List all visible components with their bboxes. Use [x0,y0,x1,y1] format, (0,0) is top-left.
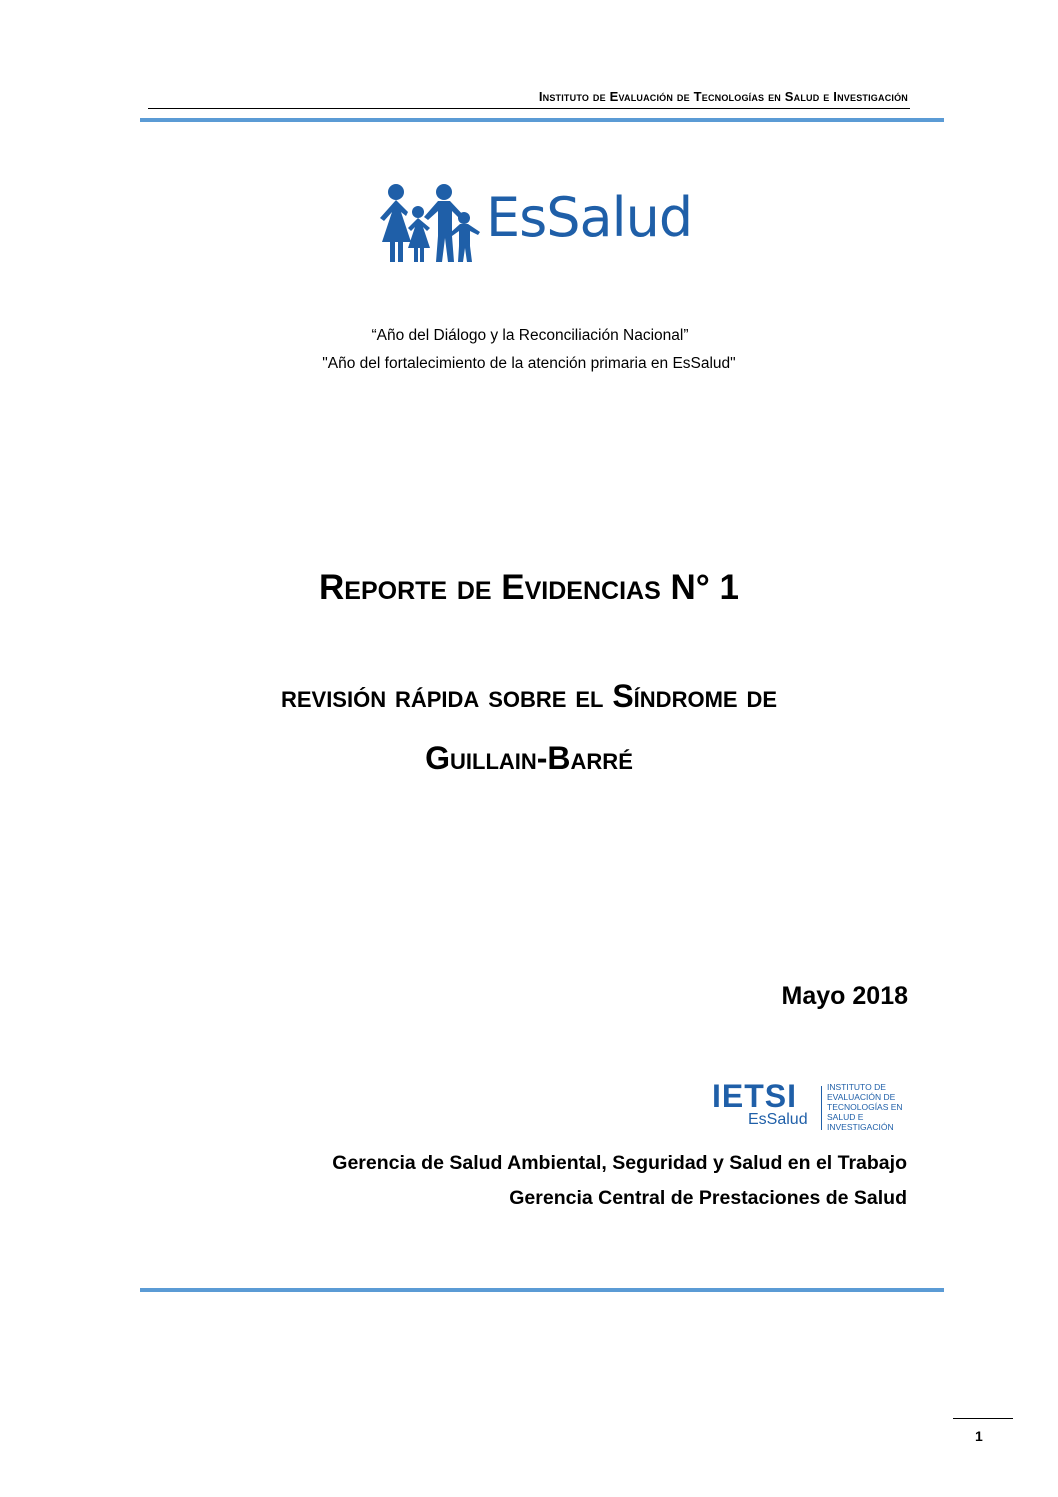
motto-line-2: "Año del fortalecimiento de la atención primaria en EsSalud" [322,355,736,372]
department-line-2: Gerencia Central de Prestaciones de Salud [509,1187,907,1209]
ietsi-acronym: IETSI [712,1078,798,1114]
ietsi-divider [821,1086,822,1130]
ietsi-logo [712,1078,912,1134]
essalud-logo [368,180,708,270]
report-date: Mayo 2018 [781,982,908,1010]
header-divider [148,108,910,109]
footer-accent-line [140,1288,944,1292]
report-subtitle-line-2: Guillain-Barré [425,740,633,776]
header-accent-line [140,118,944,122]
header-institute-name: Instituto de Evaluación de Tecnologías en Salud e Investigación [538,89,908,104]
page-number-divider [953,1418,1013,1419]
department-line-1: Gerencia de Salud Ambiental, Seguridad y Salud en el Trabajo [332,1152,907,1174]
motto-line-1: “Año del Diálogo y la Reconciliación Nacional” [371,327,689,344]
report-subtitle-line-1: revisión rápida sobre el Síndrome de [280,678,778,714]
ietsi-description: INSTITUTO DE EVALUACIÓN DE TECNOLOGÍAS EN SALUD E INVESTIGACIÓN [827,1082,903,1132]
essalud-brand-name: EsSalud [486,186,693,249]
report-title: Reporte de Evidencias N° 1 [319,568,739,607]
ietsi-sub-brand: EsSalud [748,1111,808,1128]
family-figures-icon [368,180,488,266]
page-number: 1 [975,1428,983,1444]
